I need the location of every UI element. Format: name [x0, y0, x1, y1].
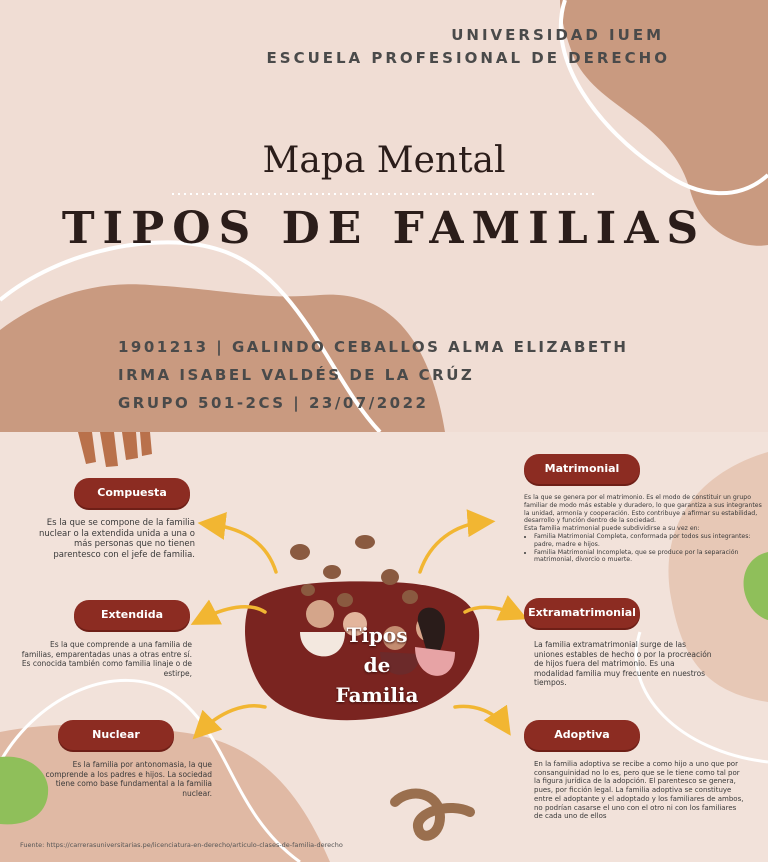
node-nuclear-text: Es la familia por antonomasia, la que comprende a los padres e hijos. La sociedad tiene como base fundamental a la familia nuclear. — [45, 760, 212, 798]
arrow-to-adoptiva — [455, 706, 505, 727]
node-matrimonial-paragraph: Es la que se genera por el matrimonio. Es el modo de constituir un grupo familiar de modo más estable y duradero, lo que garantiza a sus integrantes la unidad, armonía y cooperación. Esto contribuye a afirmar su estabilidad, desarrollo y función dentro de la sociedad. — [524, 494, 762, 525]
author-line-1: 1901213 | GALINDO CEBALLOS ALMA ELIZABETH — [118, 338, 629, 356]
author-line-2: IRMA ISABEL VALDÉS DE LA CRÚZ — [118, 366, 475, 384]
school-name: ESCUELA PROFESIONAL DE DERECHO — [266, 49, 670, 67]
pre-title: Mapa Mental — [262, 140, 506, 181]
center-title-line-1: Tipos — [346, 623, 408, 647]
author-line-3: GRUPO 501-2CS | 23/07/2022 — [118, 394, 429, 412]
node-matrimonial-list — [524, 533, 762, 564]
brush-mark-top — [78, 432, 152, 467]
list-item: • Familia Matrimonial Completa, conformada por todos sus integrantes: padre, madre e hijos. — [534, 533, 762, 549]
source-citation: Fuente: https://carrerasuniversitarias.pe/licenciatura-en-derecho/articulo-clases-de-familia-derecho — [20, 841, 343, 849]
brush-squiggle-bottom — [395, 794, 470, 836]
center-title-line-2: de — [363, 653, 391, 677]
university-name: UNIVERSIDAD IUEM — [451, 26, 664, 44]
node-extendida-text: Es la que comprende a una familia de familias, emparentadas unas a otras entre sí. Es conocida también como familia linaje o de estirpe, — [21, 640, 192, 678]
arrow-to-nuclear — [200, 706, 265, 732]
node-extendida-pill: Extendida — [74, 600, 190, 630]
node-compuesta-text: Es la que se compone de la familia nuclear o la extendida unida a una o más personas que no tienen parentesco con el jefe de familia. — [39, 518, 195, 560]
node-extramatrimonial-pill: Extramatrimonial — [524, 598, 640, 628]
arrow-to-matrimonial — [420, 522, 485, 572]
list-item: • Familia Matrimonial Incompleta, que se produce por la separación matrimonial, divorcio o muerte. — [534, 549, 762, 565]
node-adoptiva-text: En la familia adoptiva se recibe a como hijo a uno que por consanguinidad no lo es, pero que se le tiene como tal por la figura jurídica de la adopción. El parentesco se genera, pues, por ficción legal. La familia adoptiva se constituye entre el adoptante y el adoptado y los familiares de ambos, no podrían casarse el uno con el otro ni con los familiares de cada uno de ellos — [534, 760, 744, 821]
node-adoptiva-pill: Adoptiva — [524, 720, 640, 750]
center-title — [312, 620, 442, 710]
center-title-line-3: Familia — [335, 683, 419, 707]
node-compuesta-pill: Compuesta — [74, 478, 190, 508]
main-title: TIPOS DE FAMILIAS — [61, 203, 707, 254]
node-matrimonial-text — [524, 494, 762, 564]
node-nuclear-pill: Nuclear — [58, 720, 174, 750]
node-matrimonial-subtext: Esta familia matrimonial puede subdividirse a su vez en: — [524, 525, 700, 533]
arrow-to-compuesta — [208, 524, 276, 572]
node-matrimonial-pill: Matrimonial — [524, 454, 640, 484]
mindmap-section — [0, 432, 768, 862]
node-extramatrimonial-text: La familia extramatrimonial surge de las uniones estables de hecho o por la procreación de hijos fuera del matrimonio. Es una modalidad familia muy frecuente en nuestros tiempos. — [534, 640, 712, 687]
